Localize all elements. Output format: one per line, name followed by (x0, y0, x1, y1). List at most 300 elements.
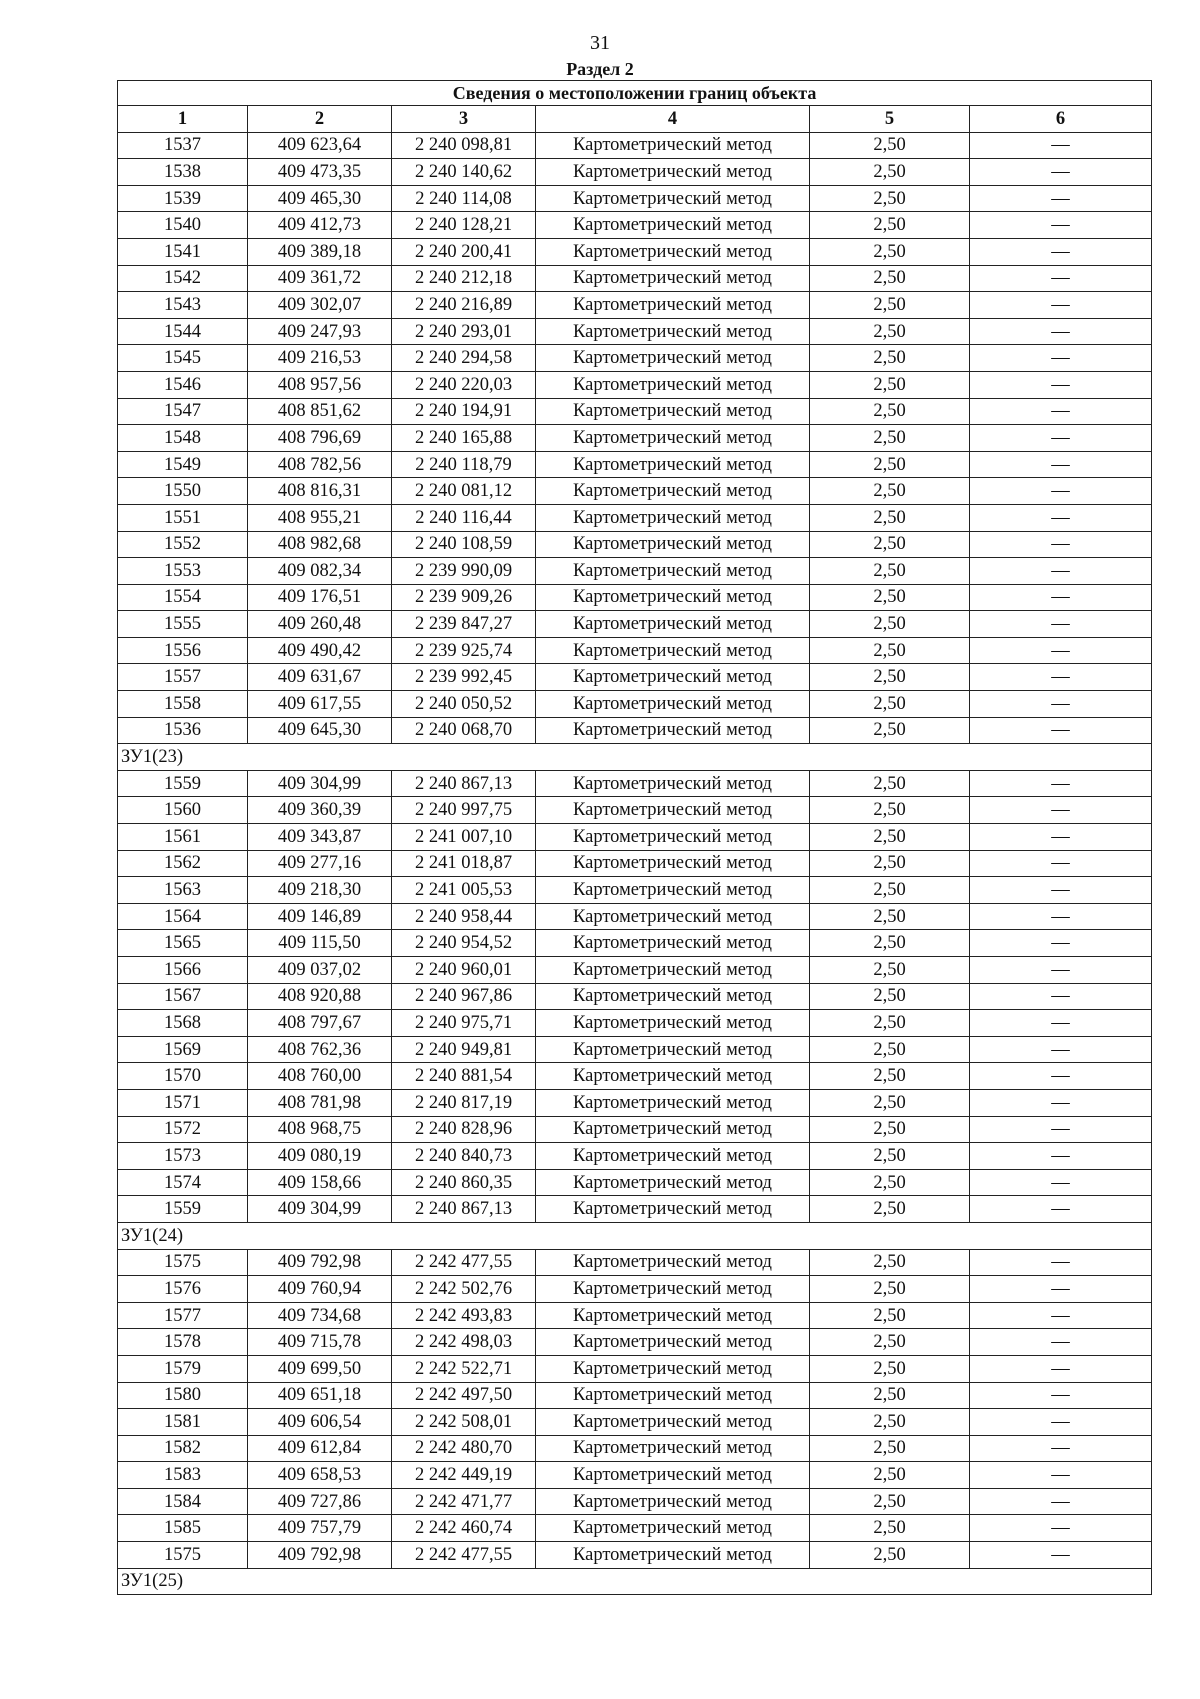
y-coordinate-cell: 2 240 140,62 (392, 159, 536, 186)
method-cell: Картометрический метод (536, 1063, 810, 1090)
description-cell: — (970, 318, 1152, 345)
method-cell: Картометрический метод (536, 1036, 810, 1063)
description-cell: — (970, 1462, 1152, 1489)
x-coordinate-cell: 409 343,87 (248, 824, 392, 851)
table-row (118, 850, 1152, 877)
accuracy-cell: 2,50 (810, 1036, 970, 1063)
point-number-cell: 1557 (118, 664, 248, 691)
method-cell: Картометрический метод (536, 265, 810, 292)
table-row (118, 531, 1152, 558)
table-row (118, 957, 1152, 984)
table-row (118, 212, 1152, 239)
method-cell: Картометрический метод (536, 185, 810, 212)
accuracy-cell: 2,50 (810, 185, 970, 212)
accuracy-cell: 2,50 (810, 1515, 970, 1542)
accuracy-cell: 2,50 (810, 1010, 970, 1037)
y-coordinate-cell: 2 240 828,96 (392, 1116, 536, 1143)
method-cell: Картометрический метод (536, 1329, 810, 1356)
y-coordinate-cell: 2 242 477,55 (392, 1249, 536, 1276)
table-row (118, 1462, 1152, 1489)
table-row (118, 1542, 1152, 1569)
method-cell: Картометрический метод (536, 770, 810, 797)
x-coordinate-cell: 409 465,30 (248, 185, 392, 212)
method-cell: Картометрический метод (536, 797, 810, 824)
point-number-cell: 1582 (118, 1435, 248, 1462)
table-row (118, 425, 1152, 452)
x-coordinate-cell: 408 920,88 (248, 983, 392, 1010)
method-cell: Картометрический метод (536, 159, 810, 186)
x-coordinate-cell: 409 623,64 (248, 132, 392, 159)
y-coordinate-cell: 2 240 220,03 (392, 371, 536, 398)
description-cell: — (970, 1116, 1152, 1143)
method-cell: Картометрический метод (536, 531, 810, 558)
method-cell: Картометрический метод (536, 611, 810, 638)
x-coordinate-cell: 409 277,16 (248, 850, 392, 877)
y-coordinate-cell: 2 239 925,74 (392, 637, 536, 664)
y-coordinate-cell: 2 240 212,18 (392, 265, 536, 292)
method-cell: Картометрический метод (536, 850, 810, 877)
description-cell: — (970, 584, 1152, 611)
y-coordinate-cell: 2 240 817,19 (392, 1089, 536, 1116)
y-coordinate-cell: 2 240 954,52 (392, 930, 536, 957)
y-coordinate-cell: 2 239 990,09 (392, 558, 536, 585)
method-cell: Картометрический метод (536, 957, 810, 984)
table-row (118, 265, 1152, 292)
point-number-cell: 1581 (118, 1409, 248, 1436)
y-coordinate-cell: 2 240 068,70 (392, 717, 536, 744)
point-number-cell: 1559 (118, 1196, 248, 1223)
x-coordinate-cell: 409 727,86 (248, 1488, 392, 1515)
table-row (118, 1515, 1152, 1542)
x-coordinate-cell: 409 389,18 (248, 238, 392, 265)
description-cell: — (970, 1063, 1152, 1090)
point-number-cell: 1572 (118, 1116, 248, 1143)
table-header-row (118, 106, 1152, 133)
x-coordinate-cell: 409 715,78 (248, 1329, 392, 1356)
method-cell: Картометрический метод (536, 691, 810, 718)
table-row (118, 451, 1152, 478)
method-cell: Картометрический метод (536, 318, 810, 345)
description-cell: — (970, 1435, 1152, 1462)
accuracy-cell: 2,50 (810, 691, 970, 718)
y-coordinate-cell: 2 240 867,13 (392, 1196, 536, 1223)
method-cell: Картометрический метод (536, 637, 810, 664)
x-coordinate-cell: 409 734,68 (248, 1302, 392, 1329)
y-coordinate-cell: 2 240 881,54 (392, 1063, 536, 1090)
y-coordinate-cell: 2 242 508,01 (392, 1409, 536, 1436)
table-row (118, 1409, 1152, 1436)
x-coordinate-cell: 409 115,50 (248, 930, 392, 957)
method-cell: Картометрический метод (536, 504, 810, 531)
point-number-cell: 1565 (118, 930, 248, 957)
x-coordinate-cell: 409 606,54 (248, 1409, 392, 1436)
x-coordinate-cell: 409 158,66 (248, 1169, 392, 1196)
accuracy-cell: 2,50 (810, 398, 970, 425)
point-number-cell: 1577 (118, 1302, 248, 1329)
point-number-cell: 1558 (118, 691, 248, 718)
x-coordinate-cell: 408 957,56 (248, 371, 392, 398)
y-coordinate-cell: 2 240 114,08 (392, 185, 536, 212)
y-coordinate-cell: 2 240 194,91 (392, 398, 536, 425)
accuracy-cell: 2,50 (810, 957, 970, 984)
point-number-cell: 1580 (118, 1382, 248, 1409)
description-cell: — (970, 212, 1152, 239)
method-cell: Картометрический метод (536, 1276, 810, 1303)
point-number-cell: 1573 (118, 1143, 248, 1170)
y-coordinate-cell: 2 240 949,81 (392, 1036, 536, 1063)
description-cell: — (970, 1010, 1152, 1037)
description-cell: — (970, 185, 1152, 212)
point-number-cell: 1584 (118, 1488, 248, 1515)
accuracy-cell: 2,50 (810, 345, 970, 372)
y-coordinate-cell: 2 242 460,74 (392, 1515, 536, 1542)
description-cell: — (970, 1542, 1152, 1569)
x-coordinate-cell: 408 968,75 (248, 1116, 392, 1143)
point-number-cell: 1556 (118, 637, 248, 664)
description-cell: — (970, 637, 1152, 664)
point-number-cell: 1547 (118, 398, 248, 425)
description-cell: — (970, 983, 1152, 1010)
method-cell: Картометрический метод (536, 292, 810, 319)
accuracy-cell: 2,50 (810, 1355, 970, 1382)
description-cell: — (970, 1355, 1152, 1382)
point-number-cell: 1549 (118, 451, 248, 478)
column-header: 5 (810, 106, 970, 133)
x-coordinate-cell: 409 260,48 (248, 611, 392, 638)
description-cell: — (970, 957, 1152, 984)
y-coordinate-cell: 2 242 522,71 (392, 1355, 536, 1382)
x-coordinate-cell: 408 762,36 (248, 1036, 392, 1063)
point-number-cell: 1562 (118, 850, 248, 877)
point-number-cell: 1570 (118, 1063, 248, 1090)
method-cell: Картометрический метод (536, 212, 810, 239)
method-cell: Картометрический метод (536, 132, 810, 159)
y-coordinate-cell: 2 240 216,89 (392, 292, 536, 319)
description-cell: — (970, 1143, 1152, 1170)
x-coordinate-cell: 409 757,79 (248, 1515, 392, 1542)
description-cell: — (970, 265, 1152, 292)
y-coordinate-cell: 2 242 449,19 (392, 1462, 536, 1489)
description-cell: — (970, 504, 1152, 531)
y-coordinate-cell: 2 240 840,73 (392, 1143, 536, 1170)
method-cell: Картометрический метод (536, 1515, 810, 1542)
description-cell: — (970, 797, 1152, 824)
description-cell: — (970, 371, 1152, 398)
x-coordinate-cell: 408 797,67 (248, 1010, 392, 1037)
x-coordinate-cell: 408 782,56 (248, 451, 392, 478)
group-label: ЗУ1(23) (118, 744, 1152, 771)
table-row (118, 611, 1152, 638)
y-coordinate-cell: 2 242 498,03 (392, 1329, 536, 1356)
method-cell: Картометрический метод (536, 1116, 810, 1143)
method-cell: Картометрический метод (536, 664, 810, 691)
point-number-cell: 1563 (118, 877, 248, 904)
table-row (118, 1116, 1152, 1143)
point-number-cell: 1539 (118, 185, 248, 212)
x-coordinate-cell: 409 412,73 (248, 212, 392, 239)
description-cell: — (970, 1036, 1152, 1063)
accuracy-cell: 2,50 (810, 132, 970, 159)
description-cell: — (970, 1488, 1152, 1515)
description-cell: — (970, 824, 1152, 851)
x-coordinate-cell: 408 796,69 (248, 425, 392, 452)
accuracy-cell: 2,50 (810, 159, 970, 186)
y-coordinate-cell: 2 242 497,50 (392, 1382, 536, 1409)
column-header: 2 (248, 106, 392, 133)
description-cell: — (970, 611, 1152, 638)
x-coordinate-cell: 409 218,30 (248, 877, 392, 904)
table-row (118, 1010, 1152, 1037)
table-row (118, 1063, 1152, 1090)
group-label-row (118, 1568, 1152, 1595)
point-number-cell: 1545 (118, 345, 248, 372)
y-coordinate-cell: 2 240 975,71 (392, 1010, 536, 1037)
accuracy-cell: 2,50 (810, 558, 970, 585)
method-cell: Картометрический метод (536, 824, 810, 851)
table-row (118, 770, 1152, 797)
x-coordinate-cell: 409 473,35 (248, 159, 392, 186)
x-coordinate-cell: 408 781,98 (248, 1089, 392, 1116)
point-number-cell: 1551 (118, 504, 248, 531)
table-row (118, 478, 1152, 505)
y-coordinate-cell: 2 240 118,79 (392, 451, 536, 478)
accuracy-cell: 2,50 (810, 983, 970, 1010)
y-coordinate-cell: 2 242 477,55 (392, 1542, 536, 1569)
method-cell: Картометрический метод (536, 1409, 810, 1436)
table-row (118, 1143, 1152, 1170)
description-cell: — (970, 664, 1152, 691)
method-cell: Картометрический метод (536, 425, 810, 452)
point-number-cell: 1574 (118, 1169, 248, 1196)
x-coordinate-cell: 409 247,93 (248, 318, 392, 345)
description-cell: — (970, 558, 1152, 585)
table-caption: Сведения о местоположении границ объекта (118, 81, 1152, 106)
accuracy-cell: 2,50 (810, 1435, 970, 1462)
description-cell: — (970, 425, 1152, 452)
section-title: Раздел 2 (566, 59, 634, 79)
x-coordinate-cell: 409 645,30 (248, 717, 392, 744)
column-header: 1 (118, 106, 248, 133)
method-cell: Картометрический метод (536, 1089, 810, 1116)
group-label: ЗУ1(24) (118, 1222, 1152, 1249)
description-cell: — (970, 345, 1152, 372)
description-cell: — (970, 1329, 1152, 1356)
x-coordinate-cell: 409 304,99 (248, 770, 392, 797)
x-coordinate-cell: 409 760,94 (248, 1276, 392, 1303)
method-cell: Картометрический метод (536, 1249, 810, 1276)
method-cell: Картометрический метод (536, 903, 810, 930)
point-number-cell: 1576 (118, 1276, 248, 1303)
x-coordinate-cell: 408 816,31 (248, 478, 392, 505)
x-coordinate-cell: 409 304,99 (248, 1196, 392, 1223)
table-row (118, 637, 1152, 664)
description-cell: — (970, 238, 1152, 265)
point-number-cell: 1541 (118, 238, 248, 265)
table-row (118, 664, 1152, 691)
accuracy-cell: 2,50 (810, 1249, 970, 1276)
table-row (118, 1249, 1152, 1276)
point-number-cell: 1566 (118, 957, 248, 984)
table-row (118, 1089, 1152, 1116)
method-cell: Картометрический метод (536, 1355, 810, 1382)
method-cell: Картометрический метод (536, 371, 810, 398)
y-coordinate-cell: 2 240 200,41 (392, 238, 536, 265)
point-number-cell: 1571 (118, 1089, 248, 1116)
table-row (118, 797, 1152, 824)
column-header: 4 (536, 106, 810, 133)
point-number-cell: 1553 (118, 558, 248, 585)
group-label-row (118, 1222, 1152, 1249)
y-coordinate-cell: 2 240 294,58 (392, 345, 536, 372)
method-cell: Картометрический метод (536, 983, 810, 1010)
accuracy-cell: 2,50 (810, 717, 970, 744)
method-cell: Картометрический метод (536, 1302, 810, 1329)
accuracy-cell: 2,50 (810, 850, 970, 877)
accuracy-cell: 2,50 (810, 1542, 970, 1569)
description-cell: — (970, 717, 1152, 744)
method-cell: Картометрический метод (536, 398, 810, 425)
accuracy-cell: 2,50 (810, 1302, 970, 1329)
accuracy-cell: 2,50 (810, 504, 970, 531)
table-row (118, 717, 1152, 744)
y-coordinate-cell: 2 242 471,77 (392, 1488, 536, 1515)
y-coordinate-cell: 2 240 960,01 (392, 957, 536, 984)
point-number-cell: 1568 (118, 1010, 248, 1037)
method-cell: Картометрический метод (536, 1435, 810, 1462)
method-cell: Картометрический метод (536, 345, 810, 372)
x-coordinate-cell: 409 651,18 (248, 1382, 392, 1409)
accuracy-cell: 2,50 (810, 1276, 970, 1303)
x-coordinate-cell: 409 792,98 (248, 1542, 392, 1569)
accuracy-cell: 2,50 (810, 611, 970, 638)
accuracy-cell: 2,50 (810, 877, 970, 904)
accuracy-cell: 2,50 (810, 451, 970, 478)
x-coordinate-cell: 409 302,07 (248, 292, 392, 319)
point-number-cell: 1567 (118, 983, 248, 1010)
description-cell: — (970, 1515, 1152, 1542)
x-coordinate-cell: 409 146,89 (248, 903, 392, 930)
page-number: 31 (590, 32, 610, 54)
method-cell: Картометрический метод (536, 1169, 810, 1196)
y-coordinate-cell: 2 240 116,44 (392, 504, 536, 531)
method-cell: Картометрический метод (536, 451, 810, 478)
description-cell: — (970, 691, 1152, 718)
y-coordinate-cell: 2 242 502,76 (392, 1276, 536, 1303)
accuracy-cell: 2,50 (810, 664, 970, 691)
table-row (118, 1169, 1152, 1196)
table-row (118, 930, 1152, 957)
table-row (118, 238, 1152, 265)
accuracy-cell: 2,50 (810, 265, 970, 292)
method-cell: Картометрический метод (536, 1488, 810, 1515)
point-number-cell: 1537 (118, 132, 248, 159)
accuracy-cell: 2,50 (810, 797, 970, 824)
coordinates-table (117, 80, 1152, 1595)
table-row (118, 504, 1152, 531)
accuracy-cell: 2,50 (810, 1462, 970, 1489)
y-coordinate-cell: 2 240 293,01 (392, 318, 536, 345)
method-cell: Картометрический метод (536, 930, 810, 957)
description-cell: — (970, 1089, 1152, 1116)
table-row (118, 691, 1152, 718)
point-number-cell: 1583 (118, 1462, 248, 1489)
table-row (118, 185, 1152, 212)
description-cell: — (970, 1196, 1152, 1223)
description-cell: — (970, 398, 1152, 425)
y-coordinate-cell: 2 239 992,45 (392, 664, 536, 691)
point-number-cell: 1538 (118, 159, 248, 186)
table-row (118, 1302, 1152, 1329)
accuracy-cell: 2,50 (810, 930, 970, 957)
description-cell: — (970, 850, 1152, 877)
accuracy-cell: 2,50 (810, 531, 970, 558)
accuracy-cell: 2,50 (810, 1382, 970, 1409)
method-cell: Картометрический метод (536, 238, 810, 265)
table-row (118, 1196, 1152, 1223)
description-cell: — (970, 292, 1152, 319)
x-coordinate-cell: 409 792,98 (248, 1249, 392, 1276)
description-cell: — (970, 770, 1152, 797)
point-number-cell: 1543 (118, 292, 248, 319)
y-coordinate-cell: 2 239 909,26 (392, 584, 536, 611)
point-number-cell: 1578 (118, 1329, 248, 1356)
table-row (118, 1355, 1152, 1382)
table-row (118, 159, 1152, 186)
accuracy-cell: 2,50 (810, 903, 970, 930)
x-coordinate-cell: 409 658,53 (248, 1462, 392, 1489)
description-cell: — (970, 1409, 1152, 1436)
accuracy-cell: 2,50 (810, 1169, 970, 1196)
table-row (118, 318, 1152, 345)
point-number-cell: 1585 (118, 1515, 248, 1542)
x-coordinate-cell: 409 612,84 (248, 1435, 392, 1462)
table-row (118, 983, 1152, 1010)
table-row (118, 132, 1152, 159)
point-number-cell: 1560 (118, 797, 248, 824)
method-cell: Картометрический метод (536, 478, 810, 505)
accuracy-cell: 2,50 (810, 1089, 970, 1116)
y-coordinate-cell: 2 240 958,44 (392, 903, 536, 930)
group-label: ЗУ1(25) (118, 1568, 1152, 1595)
table-row (118, 1276, 1152, 1303)
accuracy-cell: 2,50 (810, 1143, 970, 1170)
method-cell: Картометрический метод (536, 1382, 810, 1409)
column-header: 3 (392, 106, 536, 133)
accuracy-cell: 2,50 (810, 238, 970, 265)
accuracy-cell: 2,50 (810, 371, 970, 398)
description-cell: — (970, 1302, 1152, 1329)
method-cell: Картометрический метод (536, 1542, 810, 1569)
y-coordinate-cell: 2 240 098,81 (392, 132, 536, 159)
x-coordinate-cell: 409 360,39 (248, 797, 392, 824)
group-label-row (118, 744, 1152, 771)
y-coordinate-cell: 2 239 847,27 (392, 611, 536, 638)
table-row (118, 1435, 1152, 1462)
y-coordinate-cell: 2 240 081,12 (392, 478, 536, 505)
method-cell: Картометрический метод (536, 717, 810, 744)
table-row (118, 371, 1152, 398)
method-cell: Картометрический метод (536, 584, 810, 611)
x-coordinate-cell: 408 982,68 (248, 531, 392, 558)
table-row (118, 877, 1152, 904)
y-coordinate-cell: 2 240 128,21 (392, 212, 536, 239)
method-cell: Картометрический метод (536, 1196, 810, 1223)
point-number-cell: 1552 (118, 531, 248, 558)
point-number-cell: 1569 (118, 1036, 248, 1063)
x-coordinate-cell: 409 037,02 (248, 957, 392, 984)
y-coordinate-cell: 2 240 860,35 (392, 1169, 536, 1196)
description-cell: — (970, 1276, 1152, 1303)
